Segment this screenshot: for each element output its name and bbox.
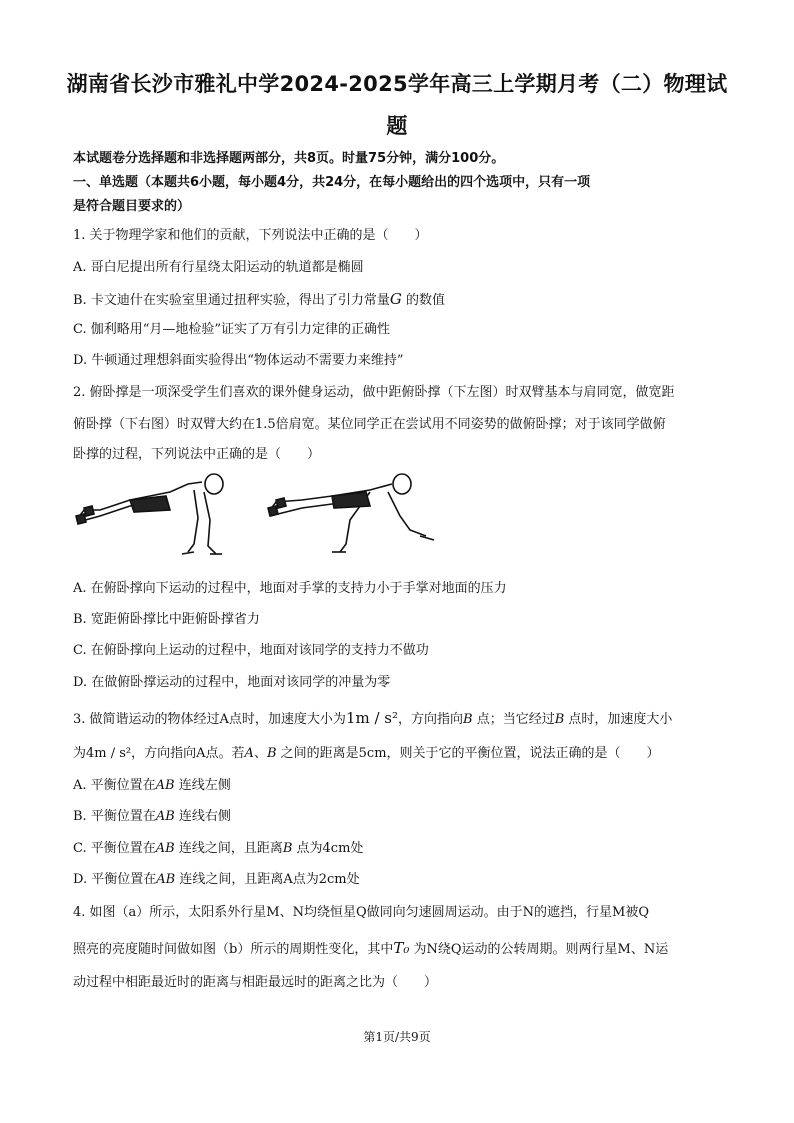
exam-intro: 本试题卷分选择题和非选择题两部分，共8页。时量75分钟，满分100分。 — [73, 151, 505, 166]
period-symbol: T₀ — [393, 939, 410, 957]
q3-text: ，方向指向 — [398, 712, 464, 727]
q3-option-text: A. 平衡位置在 — [73, 778, 156, 793]
segment-ab-label: AB — [156, 872, 176, 887]
q3-option-text: 连线之间，且距离A点为2cm处 — [175, 872, 360, 887]
q2-stem-line2: 俯卧撑（下右图）时双臂大约在1.5倍肩宽。某位同学正在尝试用不同姿势的做俯卧撑；对于该同学做俯 — [73, 417, 666, 432]
page-footer: 第1页/共9页 — [363, 1030, 431, 1044]
pushup-wide-illustration — [268, 474, 434, 552]
q3-option-text: 点为4cm处 — [292, 841, 364, 856]
q4-stem-line3: 动过程中相距最近时的距离与相距最远时的距离之比为（ ） — [73, 975, 438, 990]
q2-option-d: D. 在做俯卧撑运动的过程中，地面对该同学的冲量为零 — [73, 675, 391, 690]
q2-stem-line3: 卧撑的过程，下列说法中正确的是（ ） — [73, 447, 321, 462]
document-title-line2: 题 — [386, 114, 408, 138]
q1-option-c: C. 伽利略用“月—地检验”证实了万有引力定律的正确性 — [73, 322, 391, 337]
point-b-label: B — [463, 712, 473, 727]
q3-option-text: B. 平衡位置在 — [73, 809, 156, 824]
gravitational-constant-symbol: G — [389, 290, 402, 308]
q3-text: 之间的距离是5cm，则关于它的平衡位置，说法正确的是（ ） — [276, 746, 660, 761]
point-b-label: B — [266, 746, 277, 761]
q4-stem-line1: 4. 如图（a）所示，太阳系外行星M、N均绕恒星Q做同向匀速圆周运动。由于N的遮挡，行星M被Q — [73, 905, 649, 920]
q1-stem: 1. 关于物理学家和他们的贡献，下列说法中正确的是（ ） — [73, 228, 428, 243]
q3-text: 、 — [253, 746, 267, 761]
q2-option-c: C. 在俯卧撑向上运动的过程中，地面对该同学的支持力不做功 — [73, 643, 429, 658]
q1-option-d: D. 牛顿通过理想斜面实验得出“物体运动不需要力来维持” — [73, 353, 404, 368]
acceleration-value: 1m / s² — [345, 709, 399, 727]
q4-text: 照亮的亮度随时间做如图（b）所示的周期性变化，其中 — [73, 942, 394, 957]
q2-option-b: B. 宽距俯卧撑比中距俯卧撑省力 — [73, 612, 260, 627]
pushup-figure — [70, 470, 450, 565]
q3-text: 点；当它经过 — [472, 712, 555, 727]
q3-option-c — [73, 840, 733, 858]
q3-text: ，方向指向A点。若 — [131, 746, 245, 761]
q1-option-a: A. 哥白尼提出所有行星绕太阳运动的轨道都是椭圆 — [73, 260, 364, 275]
point-b-label: B — [554, 712, 565, 727]
q3-option-a — [73, 777, 733, 795]
q4-text: 为N绕Q运动的公转周期。则两行星M、N运 — [409, 942, 669, 957]
section-heading-line2: 是符合题目要求的） — [73, 199, 191, 214]
document-title-line1: 湖南省长沙市雅礼中学2024-2025学年高三上学期月考（二）物理试 — [66, 72, 728, 96]
segment-ab-label: AB — [155, 809, 175, 824]
point-a-label: A — [244, 746, 254, 761]
q3-text: 3. 做简谐运动的物体经过A点时，加速度大小为 — [73, 712, 346, 727]
pushup-medium-illustration — [76, 474, 223, 554]
q4-stem-line2 — [73, 939, 733, 959]
q3-option-text: 连线左侧 — [174, 778, 231, 793]
q3-stem-line1 — [73, 709, 733, 729]
q3-stem-line2 — [73, 745, 733, 763]
q3-option-text: 连线之间，且距离 — [174, 841, 283, 856]
segment-ab-label: AB — [155, 841, 175, 856]
segment-ab-label: AB — [155, 778, 175, 793]
q2-stem-line1: 2. 俯卧撑是一项深受学生们喜欢的课外健身运动，做中距俯卧撑（下左图）时双臂基本与肩同宽，做宽距 — [73, 385, 675, 400]
q2-option-a: A. 在俯卧撑向下运动的过程中，地面对手掌的支持力小于手掌对地面的压力 — [73, 581, 507, 596]
q3-option-text: D. 平衡位置在 — [73, 872, 157, 887]
section-heading-line1: 一、单选题（本题共6小题，每小题4分，共24分，在每小题给出的四个选项中，只有一项 — [73, 175, 591, 190]
q3-text: 点时，加速度大小 — [564, 712, 673, 727]
q3-option-text: C. 平衡位置在 — [73, 841, 156, 856]
q3-option-b — [73, 808, 733, 826]
q3-option-text: 连线右侧 — [174, 809, 231, 824]
q3-option-d — [73, 871, 733, 889]
q1-option-b — [73, 290, 733, 310]
q1-option-b-text: B. 卡文迪什在实验室里通过扭秤实验，得出了引力常量 — [73, 293, 390, 308]
q3-text: 为 — [73, 746, 87, 761]
acceleration-value: 4m / s² — [86, 746, 132, 761]
point-b-label: B — [282, 841, 293, 856]
q1-option-b-tail: 的数值 — [401, 293, 445, 308]
